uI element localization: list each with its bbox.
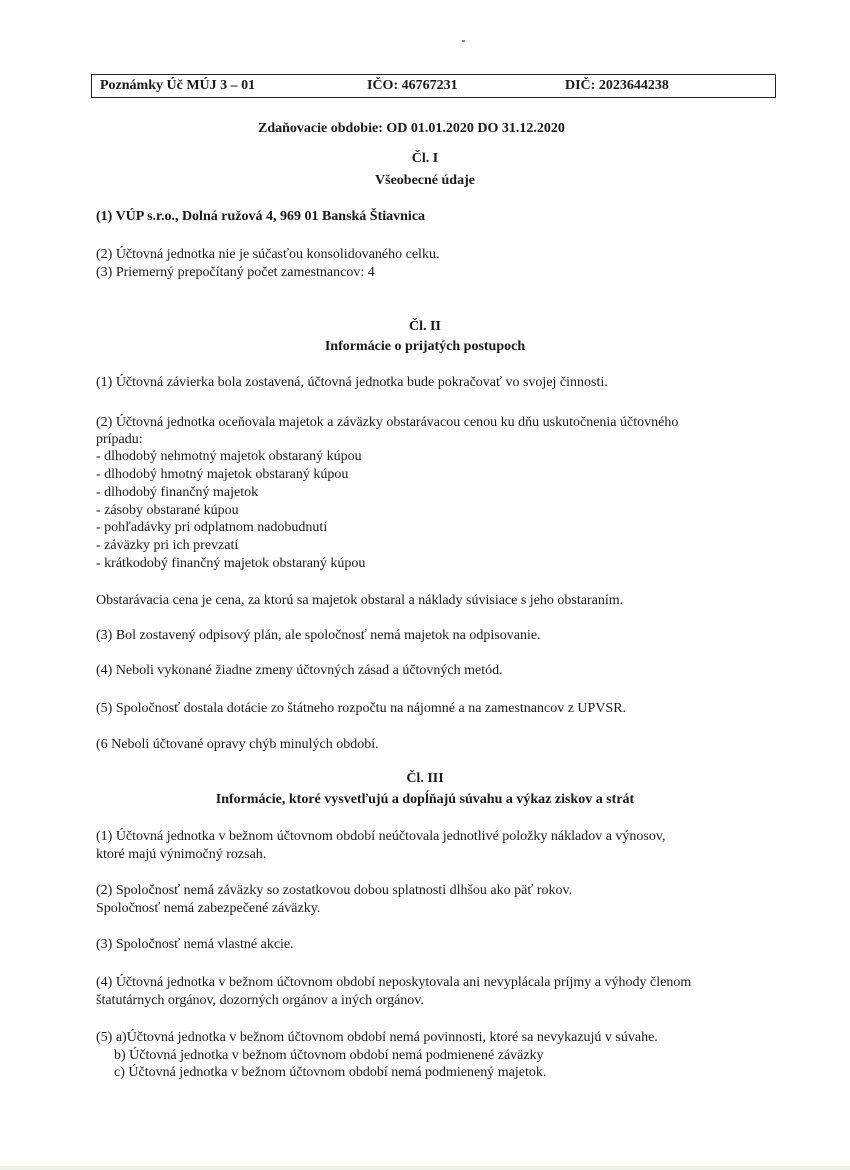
article-3-p5b: b) Účtovná jednotka v bežnom účtovnom období nemá podmienené záväzky [114, 1048, 544, 1063]
article-2-number: Čl. II [409, 319, 441, 334]
article-2-p1: (1) Účtovná závierka bola zostavená, účtovná jednotka bude pokračovať vo svojej činnosti. [96, 375, 608, 390]
article-3-p2-line1: (2) Spoločnosť nemá záväzky so zostatkovou dobou splatnosti dlhšou ako päť rokov. [96, 883, 573, 898]
tax-period: Zdaňovacie obdobie: OD 01.01.2020 DO 31.12.2020 [258, 121, 565, 136]
article-2-title: Informácie o prijatých postupoch [324, 339, 526, 354]
list-item: - krátkodobý finančný majetok obstaraný kúpou [96, 556, 366, 571]
notes-label: Poznámky Úč MÚJ 3 – 01 [100, 78, 256, 93]
article-3-p3: (3) Spoločnosť nemá vlastné akcie. [96, 937, 294, 952]
scan-mark [462, 40, 465, 42]
article-1-item-2: (2) Účtovná jednotka nie je súčasťou konsolidovaného celku. [96, 247, 440, 262]
article-1-title: Všeobecné údaje [375, 173, 475, 188]
article-2-p4: (4) Neboli vykonané žiadne zmeny účtovných zásad a účtovných metód. [96, 663, 503, 678]
dic-label: DIČ: 2023644238 [565, 78, 669, 93]
article-1-number: Čl. I [411, 151, 439, 166]
article-3-number: Čl. III [406, 771, 444, 786]
list-item: - dlhodobý hmotný majetok obstaraný kúpou [96, 467, 349, 482]
list-item: - záväzky pri ich prevzatí [96, 538, 239, 553]
article-2-p5: (5) Spoločnosť dostala dotácie zo štátneho rozpočtu na nájomné a na zamestnancov z UPVSR. [96, 701, 627, 716]
company-line: (1) VÚP s.r.o., Dolná ružová 4, 969 01 Banská Štiavnica [96, 209, 426, 224]
article-1-item-3: (3) Priemerný prepočítaný počet zamestnancov: 4 [96, 265, 375, 280]
article-2-p3: (3) Bol zostavený odpisový plán, ale spoločnosť nemá majetok na odpisovanie. [96, 628, 541, 643]
ico-label: IČO: 46767231 [367, 78, 458, 93]
cost-note: Obstarávacia cena je cena, za ktorú sa majetok obstaral a náklady súvisiace s jeho obstaraním. [96, 593, 624, 608]
article-3-p1-line1: (1) Účtovná jednotka v bežnom účtovnom období neúčtovala jednotlivé položky nákladov a výnosov, [96, 829, 666, 844]
article-2-p6: (6 Neboli účtované opravy chýb minulých období. [96, 737, 379, 752]
article-3-p5a: (5) a)Účtovná jednotka v bežnom účtovnom období nemá povinnosti, ktoré sa nevykazujú v súvahe. [96, 1030, 658, 1045]
list-item: - dlhodobý finančný majetok [96, 485, 259, 500]
scan-edge [0, 1166, 850, 1170]
article-2-p2-line1: (2) Účtovná jednotka oceňovala majetok a záväzky obstarávacou cenou ku dňu uskutočnenia účtovného [96, 415, 679, 430]
header-box [91, 74, 776, 98]
article-3-title: Informácie, ktoré vysvetľujú a dopĺňajú súvahu a výkaz ziskov a strát [215, 792, 635, 807]
list-item: - dlhodobý nehmotný majetok obstaraný kúpou [96, 449, 362, 464]
article-3-p4-line1: (4) Účtovná jednotka v bežnom účtovnom období neposkytovala ani nevyplácala príjmy a výhody členom [96, 975, 692, 990]
list-item: - pohľadávky pri odplatnom nadobudnutí [96, 520, 328, 535]
article-3-p4-line2: štatutárnych orgánov, dozorných orgánov a iných orgánov. [96, 993, 424, 1008]
list-item: - zásoby obstarané kúpou [96, 503, 239, 518]
article-3-p2-line2: Spoločnosť nemá zabezpečené záväzky. [96, 901, 321, 916]
article-2-p2-line2: prípadu: [96, 432, 143, 447]
article-3-p1-line2: ktoré majú výnimočný rozsah. [96, 847, 267, 862]
article-3-p5c: c) Účtovná jednotka v bežnom účtovnom období nemá podmienený majetok. [114, 1065, 547, 1080]
